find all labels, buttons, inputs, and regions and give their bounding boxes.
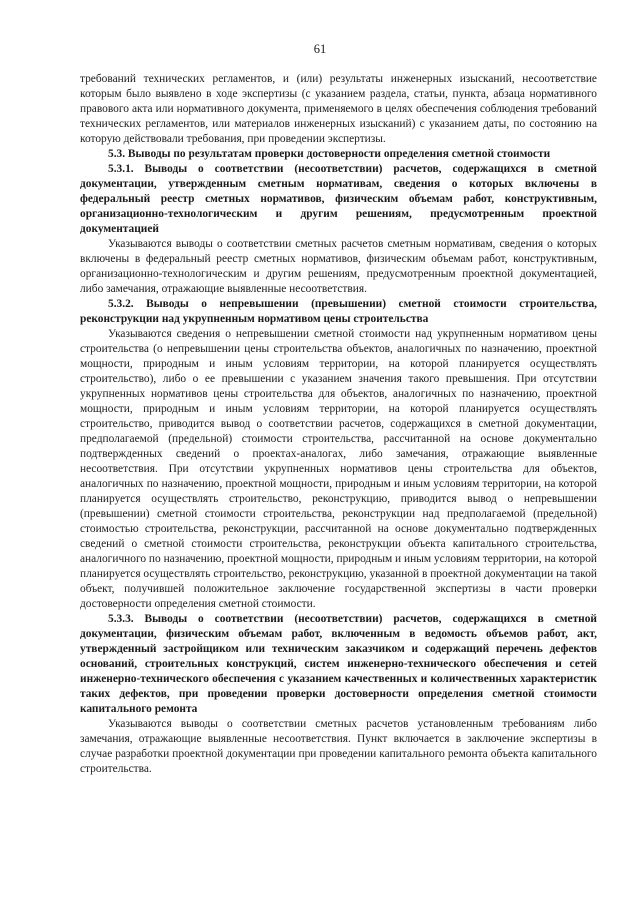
section-heading-5-3: 5.3. Выводы по результатам проверки достоверности определения сметной стоимости — [108, 148, 551, 160]
document-body — [80, 72, 597, 777]
paragraph-5-3-2-body: Указываются сведения о непревышении сметной стоимости над укрупненным нормативом цены строительства (о непревышении цены строительства объектов, аналогичных по назначению, проектной мощности, природным и иным условиям территории, на которой планируется осуществлять строительство), либо о ее превышении с указанием значения такого превышения. При отсутствии укрупненных нормативов цены строительства для объектов, аналогичных по назначению, проектной мощности, природным и иным условиям территории, на которой планируется осуществлять строительство, приводится вывод о соответствии расчетов, содержащихся в сметной документации, предполагаемой (предельной) стоимости строительства, рассчитанной на основе документально подтвержденных сведений о проектах-аналогах, либо замечания, отражающие выявленные несоответствия. При отсутствии укрупненных нормативов цены строительства для объектов, аналогичных по назначению, проектной мощности, природным и иным условиям территории, на которой планируется осуществлять строительство, реконструкцию, приводится вывод о непревышении (превышении) сметной стоимости строительства, реконструкции над предполагаемой (предельной) стоимостью строительства, реконструкции, рассчитанной на основе документально подтвержденных сведений о сметной стоимости строительства, реконструкции объекта капитального строительства, аналогичного по назначению, проектной мощности, природным и иным условиям территории, на которой планируется осуществлять строительство, реконструкцию, указанной в проектной документации на такой объект, получившей положительное заключение государственной экспертизы в части проверки достоверности определения сметной стоимости. — [80, 328, 597, 610]
page-number: 61 — [313, 42, 327, 56]
section-heading-5-3-3: 5.3.3. Выводы о соответствии (несоответствии) расчетов, содержащихся в сметной документации, физическим объемам работ, включенным в ведомость объемов работ, акт, утвержденный застройщиком или техническим заказчиком и содержащий перечень дефектов оснований, строительных конструкций, систем инженерно-технического обеспечения и сетей инженерно-технического обеспечения с указанием качественных и количественных характеристик таких дефектов, при проведении проверки достоверности определения сметной стоимости капитального ремонта — [80, 613, 597, 715]
paragraph-5-3-3-body: Указываются выводы о соответствии сметных расчетов установленным требованиям либо замечания, отражающие выявленные несоответствия. Пункт включается в заключение экспертизы в случае разработки проектной документации при проведении капитального ремонта объекта капитального строительства. — [80, 718, 597, 775]
paragraph-continuation: требований технических регламентов, и (или) результаты инженерных изысканий, несоответствие которым было выявлено в ходе экспертизы (с указанием раздела, статьи, пункта, абзаца нормативного правового акта или нормативного документа, применяемого в целях обеспечения соблюдения требований технических регламентов, или материалов инженерных изысканий) с указанием даты, по состоянию на которую действовали требования, при проведении экспертизы. — [80, 73, 597, 145]
paragraph-5-3-1-body: Указываются выводы о соответствии сметных расчетов сметным нормативам, сведения о которых включены в федеральный реестр сметных нормативов, физическим объемам работ, конструктивным, организационно-технологическим и другим решениям, предусмотренным проектной документацией, либо замечания, отражающие выявленные несоответствия. — [80, 238, 597, 295]
section-heading-5-3-1: 5.3.1. Выводы о соответствии (несоответствии) расчетов, содержащихся в сметной документации, утвержденным сметным нормативам, сведения о которых включены в федеральный реестр сметных нормативов, физическим объемам работ, конструктивным, организационно-технологическим и другим решениям, предусмотренным проектной документацией — [80, 163, 597, 235]
section-heading-5-3-2: 5.3.2. Выводы о непревышении (превышении) сметной стоимости строительства, реконструкции над укрупненным нормативом цены строительства — [80, 298, 597, 325]
